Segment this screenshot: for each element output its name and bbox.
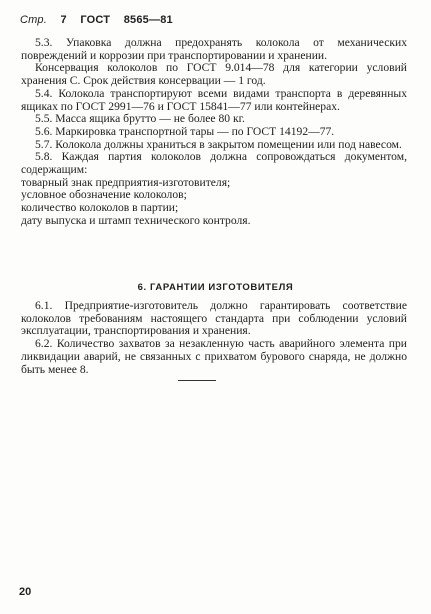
end-divider bbox=[178, 380, 216, 381]
standard-number: 8565—81 bbox=[123, 14, 173, 26]
paragraph-5-5: 5.5. Масса ящика брутто — не более 80 кг. bbox=[35, 112, 245, 126]
paragraph-6-2: 6.2. Количество захватов за незакленную часть аварийного элемента при ликвидации аварий, не связанных с прихватом бурового снаряда, не должно быть менее 8. bbox=[21, 337, 407, 376]
section-6-title: 6. ГАРАНТИИ ИЗГОТОВИТЕЛЯ bbox=[137, 282, 294, 293]
paragraph-5-3: 5.3. Упаковка должна предохранять колокола от механических повреждений и коррозии при транспортировании и хранении. bbox=[21, 36, 407, 62]
paragraph-5-7: 5.7. Колокола должны храниться в закрытом помещении или под навесом. bbox=[35, 137, 402, 151]
list-item-quantity: количество колоколов в партии; bbox=[21, 201, 179, 215]
paragraph-5-8: 5.8. Каждая партия колоколов должна сопровождаться документом, содержащим: bbox=[21, 150, 407, 177]
paragraph-6-1: 6.1. Предприятие-изготовитель должно гарантировать соответствие колоколов требованиям настоящего стандарта при соблюдении условий эксплуатации, транспортирования и хранения. bbox=[21, 299, 407, 338]
list-item-designation: условное обозначение колоколов; bbox=[21, 188, 187, 202]
paragraph-5-6: 5.6. Маркировка транспортной тары — по ГОСТ 14192—77. bbox=[35, 124, 335, 138]
header-page-number: 7 bbox=[60, 14, 67, 26]
page-number: 20 bbox=[19, 586, 32, 598]
list-item-date-stamp: дату выпуска и штамп технического контроля. bbox=[21, 213, 251, 227]
page-header bbox=[20, 14, 173, 26]
page-label: Стр. bbox=[20, 14, 47, 26]
standard-name: ГОСТ bbox=[80, 14, 111, 26]
paragraph-conservation: Консервация колоколов по ГОСТ 9.014—78 для категории условий хранения С. Срок действия консервации — 1 год. bbox=[21, 61, 407, 88]
section-6-body bbox=[21, 300, 407, 376]
section-5-body bbox=[21, 37, 407, 228]
list-item-trademark: товарный знак предприятия-изготовителя; bbox=[21, 175, 231, 189]
paragraph-5-4: 5.4. Колокола транспортируют всеми видами транспорта в деревянных ящиках по ГОСТ 2991—76 и ГОСТ 15841—77 или контейнерах. bbox=[21, 86, 407, 113]
